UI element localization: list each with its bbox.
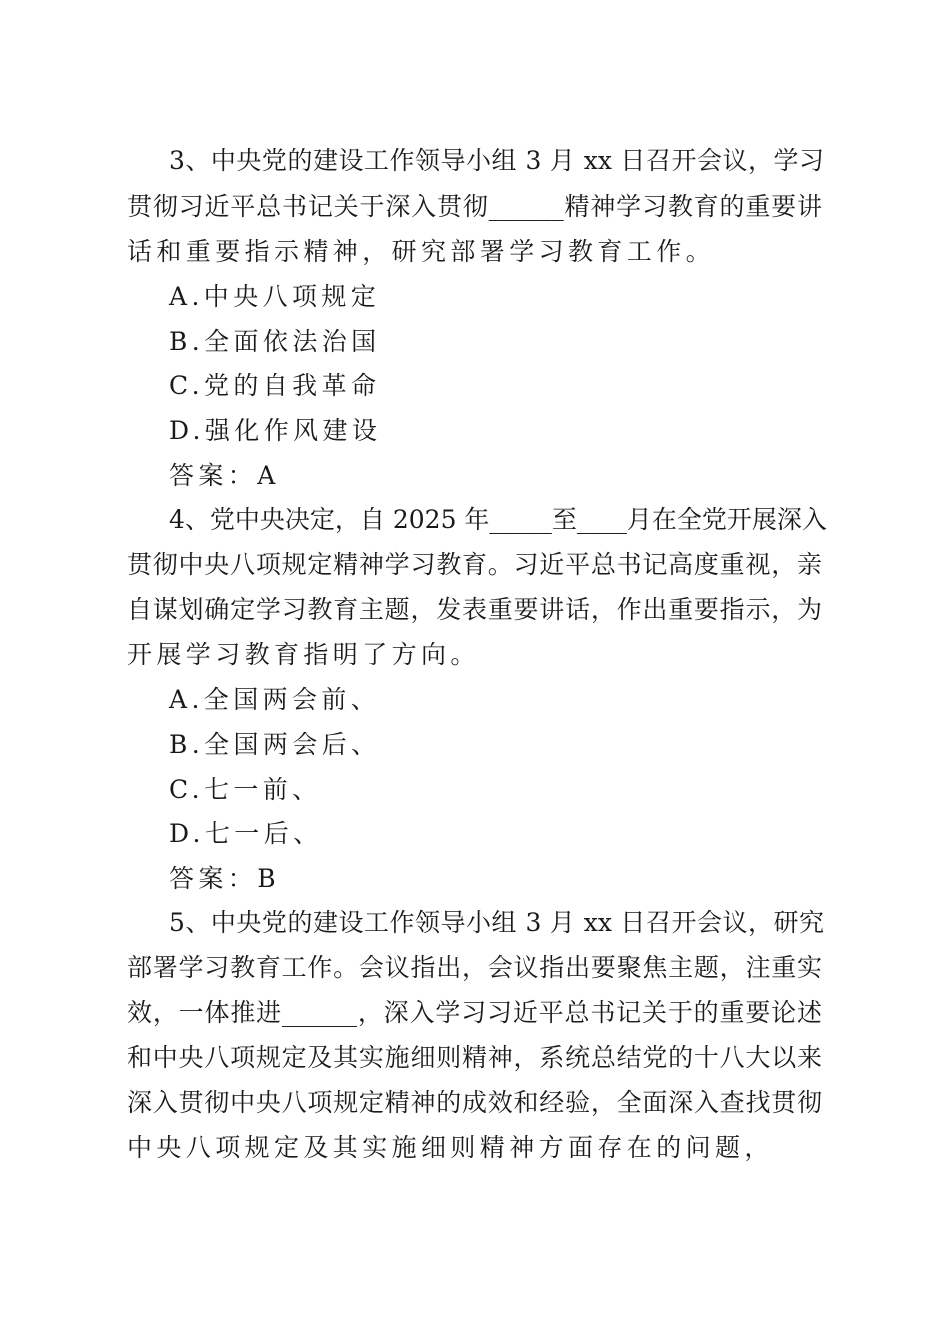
question-5-line-5: 深入贯彻中央八项规定精神的成效和经验，全面深入查找贯彻	[127, 1088, 822, 1117]
question-3-answer: 答案：A	[169, 461, 280, 490]
question-3-line-1: 3、中央党的建设工作领导小组 3 月 xx 日召开会议，学习	[169, 146, 824, 175]
question-5-line-3: 效，一体推进______，深入学习习近平总书记关于的重要论述	[127, 998, 822, 1027]
question-4-line-4: 开展学习教育指明了方向。	[127, 640, 480, 669]
question-3-option-b: B.全面依法治国	[169, 327, 381, 356]
question-4-line-1: 4、党中央决定，自 2025 年_____至____月在全党开展深入	[169, 505, 827, 534]
question-4-line-2: 贯彻中央八项规定精神学习教育。习近平总书记高度重视，亲	[127, 550, 822, 579]
question-4-line-3: 自谋划确定学习教育主题，发表重要讲话，作出重要指示，为	[127, 595, 822, 624]
question-5-line-2: 部署学习教育工作。会议指出，会议指出要聚焦主题，注重实	[127, 953, 822, 982]
question-4-option-d: D.七一后、	[169, 819, 323, 848]
question-5-line-6: 中央八项规定及其实施细则精神方面存在的问题，	[127, 1133, 774, 1162]
question-3-line-3: 话和重要指示精神，研究部署学习教育工作。	[127, 237, 716, 266]
question-4-option-a: A.全国两会前、	[169, 685, 381, 714]
question-3-option-c: C.党的自我革命	[169, 371, 381, 400]
question-4-answer: 答案：B	[169, 864, 280, 893]
question-4-option-c: C.七一前、	[169, 775, 322, 804]
question-5-line-1: 5、中央党的建设工作领导小组 3 月 xx 日召开会议，研究	[169, 908, 824, 937]
question-3-line-2: 贯彻习近平总书记关于深入贯彻______精神学习教育的重要讲	[127, 192, 822, 221]
question-3-option-d: D.强化作风建设	[169, 416, 382, 445]
question-5-line-4: 和中央八项规定及其实施细则精神，系统总结党的十八大以来	[127, 1043, 822, 1072]
question-4-option-b: B.全国两会后、	[169, 730, 381, 759]
question-3-option-a: A.中央八项规定	[169, 282, 381, 311]
